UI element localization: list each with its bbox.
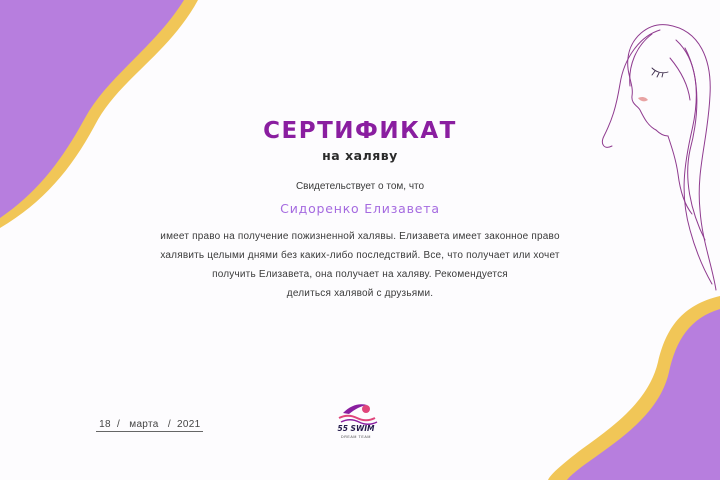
recipient-name: Сидоренко Елизавета — [280, 201, 440, 216]
intro-text: Свидетельствует о том, что — [295, 181, 425, 192]
body-line: делиться халявой с друзьями. — [286, 288, 434, 299]
issue-date: 18 / марта / 2021 — [96, 419, 201, 430]
certificate-body — [100, 227, 620, 303]
eye-lashes — [652, 68, 668, 77]
lips — [638, 97, 648, 101]
logo-name: 55 SWIM — [337, 424, 375, 433]
certificate-subtitle: на халяву — [322, 148, 398, 163]
body-line: халявить целыми днями без каких-либо последствий. Все, что получает или хочет — [160, 250, 560, 261]
certificate-title: СЕРТИФИКАТ — [263, 118, 457, 144]
body-line: имеет право на получение пожизненной халявы. Елизавета имеет законное право — [160, 231, 560, 242]
body-line: получить Елизавета, она получает на халяву. Рекомендуется — [212, 269, 508, 280]
logo-tagline: DREAM TEAM — [341, 435, 371, 439]
